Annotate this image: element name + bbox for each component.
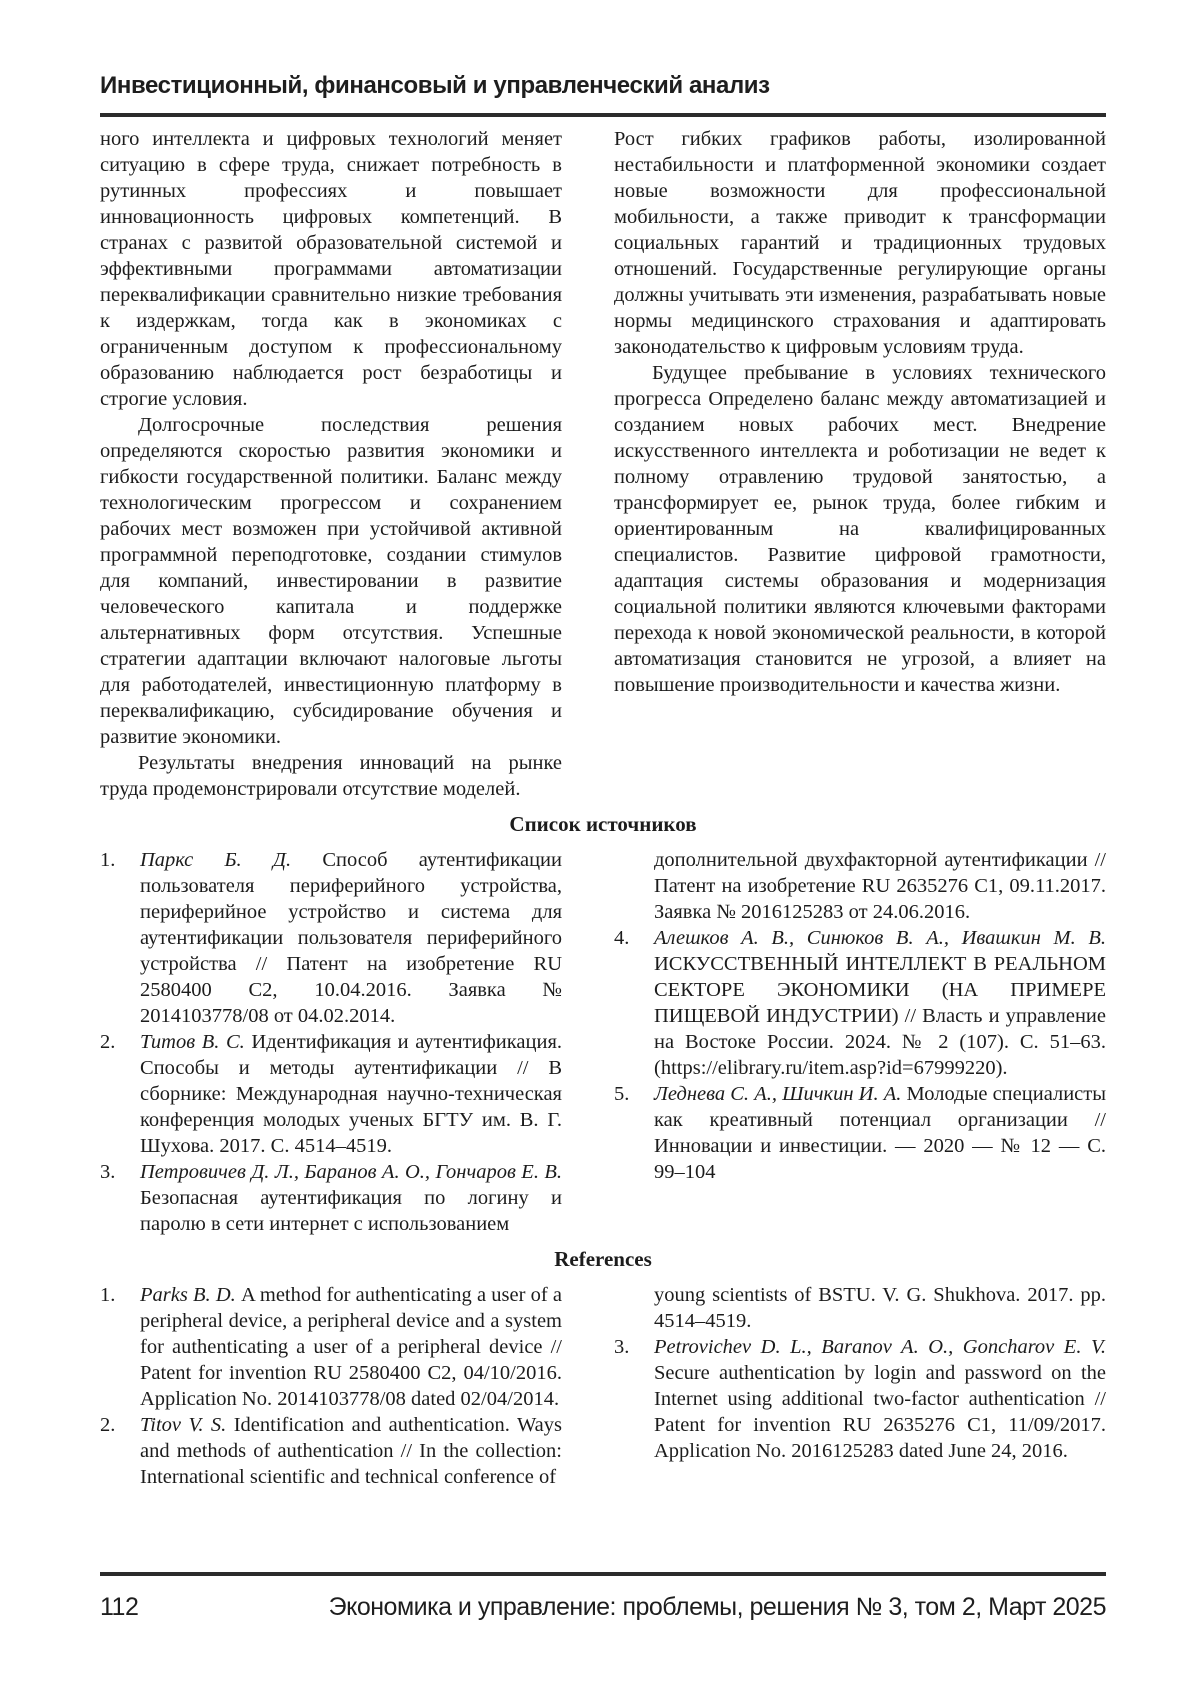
reference-text: Леднева С. А., Шичкин И. А. Молодые специалисты как креативный потенциал организации // Инновации и инвестиции. — 2020 — № 12 — С. 99–104	[654, 1083, 1106, 1183]
body-columns	[100, 126, 1106, 802]
reference-item	[100, 1282, 562, 1412]
reference-text: Алешков А. В., Синюков В. А., Ивашкин М. В. ИСКУССТВЕННЫЙ ИНТЕЛЛЕКТ В РЕАЛЬНОМ СЕКТОРЕ ЭКОНОМИКИ (НА ПРИМЕРЕ ПИЩЕВОЙ ИНДУСТРИИ) // Власть и управление на Востоке России. 2024. № 2 (107). С. 51–63. (https://elibrary.ru/item.asp?id=67999220).	[654, 927, 1106, 1079]
paragraph: Результаты внедрения инноваций на рынке труда продемонстрировали отсутствие моделей.	[100, 752, 562, 800]
reference-author: Леднева С. А., Шичкин И. А.	[654, 1083, 907, 1105]
paragraph: Будущее пребывание в условиях технического прогресса Определено баланс между автоматизацией и созданием новых рабочих мест. Внедрение искусственного интеллекта и роботизации не ведет к полному отравлению трудовой занятостью, а трансформирует ее, рынок труда, более гибким и ориентированным на квалифицированных специалистов. Развитие цифровой грамотности, адаптация системы образования и модернизация социальной политики являются ключевыми факторами перехода к новой экономической реальности, в которой автоматизация становится не угрозой, а влияет на повышение производительности и качества жизни.	[614, 362, 1106, 696]
reference-item	[614, 847, 1106, 925]
reference-number: 3.	[100, 1161, 116, 1183]
reference-item	[614, 1282, 1106, 1334]
reference-number: 2.	[100, 1031, 116, 1053]
reference-author: Паркс Б. Д.	[140, 849, 323, 871]
reference-text: Parks B. D. A method for authenticating a user of a peripheral device, a peripheral device and a system for authenticating a user of a peripheral device // Patent for invention RU 2580400 C2, 04/10/2016. Application No. 2014103778/08 dated 02/04/2014.	[140, 1284, 562, 1410]
page-header	[100, 72, 1106, 117]
paragraph: Рост гибких графиков работы, изолированной нестабильности и платформенной экономики создает новые возможности для профессиональной мобильности, а также приводит к трансформации социальных гарантий и традиционных трудовых отношений. Государственные регулирующие органы должны учитывать эти изменения, разрабатывать новые нормы медицинского страхования и адаптировать законодательство к цифровым условиям труда.	[614, 128, 1106, 358]
reference-author: Petrovichev D. L., Baranov A. O., Goncharov E. V.	[654, 1336, 1106, 1358]
reference-item	[614, 1081, 1106, 1185]
paragraph: ного интеллекта и цифровых технологий меняет ситуацию в сфере труда, снижает потребность в рутинных профессиях и повышает инновационность цифровых компетенций. В странах с развитой образовательной системой и эффективными программами автоматизации переквалификации сравнительно низкие требования к издержкам, тогда как в экономиках с ограниченным доступом к профессиональному образованию наблюдается рост безработицы и строгие условия.	[100, 128, 562, 410]
reference-author: Петровичев Д. Л., Баранов А. О., Гончаров Е. В.	[140, 1161, 562, 1183]
reference-author: Titov V. S.	[140, 1414, 234, 1436]
references-right-column	[614, 1282, 1106, 1490]
footer-rule	[100, 1572, 1106, 1576]
reference-text: Titov V. S. Identification and authentication. Ways and methods of authentication // In the collection: International scientific and technical conference of	[140, 1414, 562, 1488]
reference-item	[100, 1159, 562, 1237]
reference-number: 1.	[100, 849, 116, 871]
reference-item	[614, 1334, 1106, 1464]
reference-number: 3.	[614, 1336, 630, 1358]
footer-row	[100, 1593, 1106, 1622]
body-left-column	[100, 126, 562, 802]
paragraph: Долгосрочные последствия решения определяются скоростью развития экономики и гибкости государственной политики. Баланс между технологическим прогрессом и сохранением рабочих мест возможен при устойчивой активной программной переподготовке, создании стимулов для компаний, инвестировании в развитие человеческого капитала и поддержке альтернативных форм отсутствия. Успешные стратегии адаптации включают налоговые льготы для работодателей, инвестиционную платформу в переквалификацию, субсидирование обучения и развитие экономики.	[100, 414, 562, 748]
reference-text: Петровичев Д. Л., Баранов А. О., Гончаров Е. В. Безопасная аутентификация по логину и паролю в сети интернет с использованием	[140, 1161, 562, 1235]
reference-item	[100, 1029, 562, 1159]
reference-item	[614, 925, 1106, 1081]
page-number: 112	[100, 1593, 139, 1621]
references-heading: References	[554, 1247, 652, 1271]
reference-text: дополнительной двухфакторной аутентификации // Патент на изобретение RU 2635276 C1, 09.11.2017. Заявка № 2016125283 от 24.06.2016.	[654, 849, 1106, 923]
reference-number: 2.	[100, 1414, 116, 1436]
reference-text: Титов В. С. Идентификация и аутентификация. Способы и методы аутентификации // В сборнике: Международная научно-техническая конференция молодых ученых БГТУ им. В. Г. Шухова. 2017. С. 4514–4519.	[140, 1031, 562, 1157]
header-rule	[100, 113, 1106, 117]
sources-right-column	[614, 847, 1106, 1237]
reference-number	[614, 1282, 654, 1334]
reference-item	[100, 1412, 562, 1490]
page-title: Инвестиционный, финансовый и управленческий анализ	[100, 72, 770, 99]
reference-text: young scientists of BSTU. V. G. Shukhova. 2017. pp. 4514–4519.	[654, 1284, 1106, 1332]
reference-text: Petrovichev D. L., Baranov A. O., Goncharov E. V. Secure authentication by login and password on the Internet using additional two-factor authentication // Patent for invention RU 2635276 C1, 11/09/2017. Application No. 2016125283 dated June 24, 2016.	[654, 1336, 1106, 1462]
journal-title: Экономика и управление: проблемы, решения № 3, том 2, Март 2025	[328, 1593, 1106, 1621]
sources-left-column	[100, 847, 562, 1237]
reference-author: Алешков А. В., Синюков В. А., Ивашкин М. В.	[654, 927, 1106, 949]
page-footer	[100, 1572, 1106, 1622]
reference-author: Титов В. С.	[140, 1031, 252, 1053]
reference-author: Parks B. D.	[140, 1284, 241, 1306]
references-columns	[100, 1282, 1106, 1490]
reference-number: 5.	[614, 1083, 630, 1105]
reference-number	[614, 847, 654, 925]
sources-columns	[100, 847, 1106, 1237]
references-left-column	[100, 1282, 562, 1490]
sources-heading: Список источников	[509, 812, 697, 836]
reference-number: 4.	[614, 927, 630, 949]
reference-text: Паркс Б. Д. Способ аутентификации пользователя периферийного устройства, периферийное устройство и система для аутентификации пользователя периферийного устройства // Патент на изобретение RU 2580400 C2, 10.04.2016. Заявка № 2014103778/08 от 04.02.2014.	[140, 849, 562, 1027]
reference-item	[100, 847, 562, 1029]
reference-number: 1.	[100, 1284, 116, 1306]
body-right-column	[614, 126, 1106, 802]
